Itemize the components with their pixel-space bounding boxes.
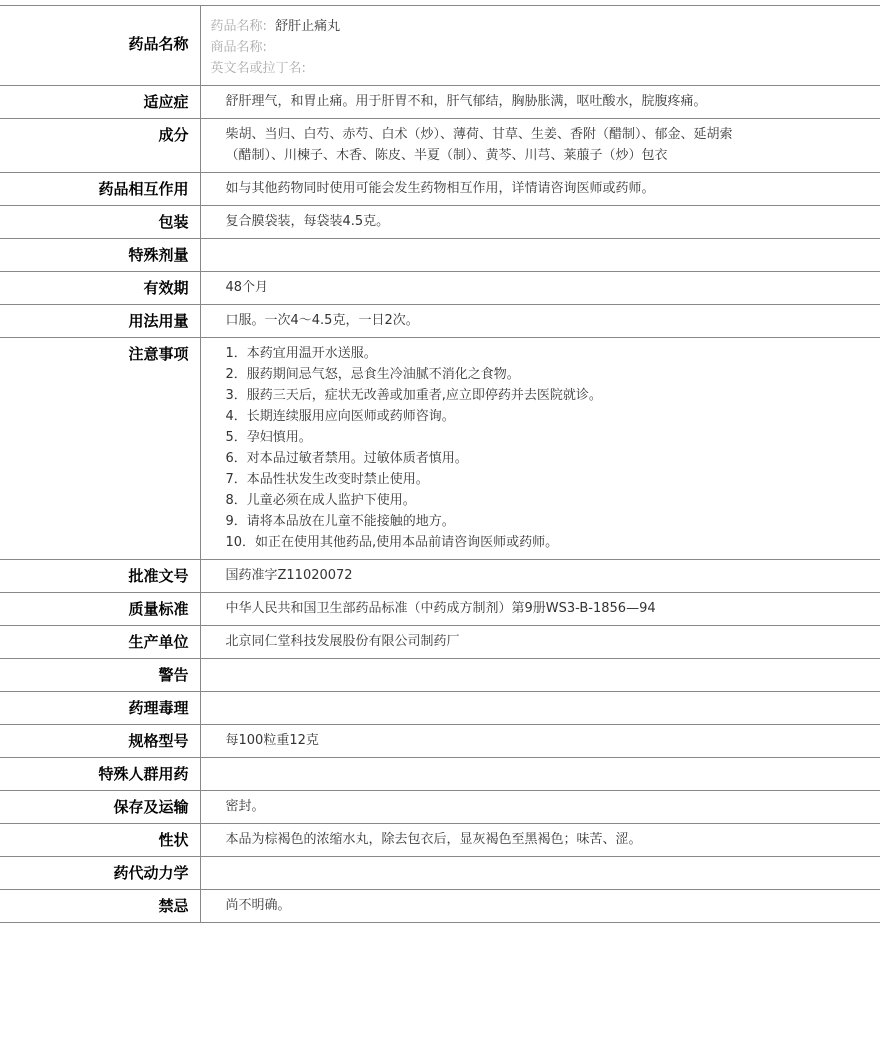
row-label-cell: [0, 725, 200, 758]
row-shelf-life: [0, 272, 880, 305]
row-label-cell: [0, 626, 200, 659]
row-label-cell: [0, 593, 200, 626]
approval-no-value: 国药准字Z11020072: [225, 568, 353, 583]
pharmacology-label: 药理毒理: [128, 699, 189, 717]
quality-standard-label: 质量标准: [128, 600, 189, 618]
trade-name-key: 商品名称:: [210, 40, 267, 55]
row-label-cell: [0, 119, 200, 173]
row-storage: [0, 791, 880, 824]
precaution-item: 10．如正在使用其他药品,使用本品前请咨询医师或药师。: [225, 535, 559, 550]
row-pharmacology: [0, 692, 880, 725]
appearance-value: 本品为棕褐色的浓缩水丸，除去包衣后，显灰褐色至黑褐色；味苦、涩。: [225, 832, 642, 847]
row-label-cell: [0, 206, 200, 239]
contraindications-label: 禁忌: [158, 897, 189, 915]
drug-name-values: [200, 6, 880, 86]
row-value-cell: [200, 659, 880, 692]
precaution-item: 1．本药宜用温开水送服。: [225, 346, 377, 361]
row-label-cell: [0, 239, 200, 272]
specification-value: 每100粒重12克: [225, 733, 319, 748]
appearance-label: 性状: [158, 831, 189, 849]
row-label-cell: [0, 560, 200, 593]
interactions-value: 如与其他药物同时使用可能会发生药物相互作用，详情请咨询医师或药师。: [225, 181, 655, 196]
precaution-item: 6．对本品过敏者禁用。过敏体质者慎用。: [225, 451, 468, 466]
packaging-label: 包装: [158, 213, 189, 231]
row-value-cell: [200, 272, 880, 305]
generic-name-value: 舒肝止痛丸: [275, 19, 341, 34]
usage-label: 用法用量: [128, 312, 189, 330]
shelf-life-value: 48个月: [225, 280, 269, 295]
row-value-cell: [200, 86, 880, 119]
row-value-cell: [200, 791, 880, 824]
special-dosage-label: 特殊剂量: [128, 246, 189, 264]
row-contraindications: [0, 890, 880, 923]
precaution-item: 7．本品性状发生改变时禁止使用。: [225, 472, 429, 487]
precaution-item: 4．长期连续服用应向医师或药师咨询。: [225, 409, 455, 424]
row-special-population: [0, 758, 880, 791]
precaution-item: 9．请将本品放在儿童不能接触的地方。: [225, 514, 455, 529]
storage-label: 保存及运输: [113, 798, 189, 816]
latin-name-key: 英文名或拉丁名:: [210, 61, 306, 76]
row-label-cell: [0, 824, 200, 857]
indication-value: 舒肝理气，和胃止痛。用于肝胃不和，肝气郁结，胸胁胀满，呕吐酸水，脘腹疼痛。: [225, 94, 707, 109]
row-special-dosage: [0, 239, 880, 272]
ingredients-line-1: 柴胡、当归、白芍、赤芍、白术（炒）、薄荷、甘草、生姜、香附（醋制）、郁金、延胡索: [225, 127, 733, 142]
row-quality-standard: [0, 593, 880, 626]
row-label-cell: [0, 890, 200, 923]
row-label-cell: [0, 86, 200, 119]
row-ingredients: [0, 119, 880, 173]
row-label-cell: [0, 857, 200, 890]
row-label-cell: [0, 692, 200, 725]
pharmacokinetics-label: 药代动力学: [113, 864, 189, 882]
row-value-cell: [200, 206, 880, 239]
drug-spec-sheet: [0, 5, 880, 923]
precautions-label: 注意事项: [128, 345, 189, 363]
manufacturer-label: 生产单位: [128, 633, 189, 651]
warning-label: 警告: [158, 666, 189, 684]
ingredients-label: 成分: [158, 126, 189, 144]
shelf-life-label: 有效期: [143, 279, 189, 297]
approval-no-label: 批准文号: [128, 567, 189, 585]
row-value-cell: [200, 857, 880, 890]
row-value-cell: [200, 173, 880, 206]
row-value-cell: [200, 824, 880, 857]
row-value-cell: [200, 239, 880, 272]
row-label-cell: [0, 173, 200, 206]
row-packaging: [0, 206, 880, 239]
drug-name-label: 药品名称: [128, 35, 189, 53]
row-label-cell: [0, 338, 200, 560]
latin-name-line: [211, 58, 873, 79]
row-label-cell: [0, 272, 200, 305]
precaution-item: 5．孕妇慎用。: [225, 430, 312, 445]
row-specification: [0, 725, 880, 758]
row-label-cell: [0, 791, 200, 824]
specification-label: 规格型号: [128, 732, 189, 750]
row-manufacturer: [0, 626, 880, 659]
row-value-cell: [200, 119, 880, 173]
row-warning: [0, 659, 880, 692]
row-value-cell: [200, 593, 880, 626]
row-precautions: [0, 338, 880, 560]
generic-name-key: 药品名称:: [210, 19, 267, 34]
row-value-cell: [200, 890, 880, 923]
manufacturer-value: 北京同仁堂科技发展股份有限公司制药厂: [225, 634, 460, 649]
special-population-label: 特殊人群用药: [98, 765, 189, 783]
ingredients-line-2: （醋制）、川楝子、木香、陈皮、半夏（制）、黄芩、川芎、莱菔子（炒）包衣: [225, 148, 668, 163]
row-label-cell: [0, 305, 200, 338]
contraindications-value: 尚不明确。: [225, 898, 291, 913]
row-value-cell: [200, 560, 880, 593]
row-drug-name: [0, 6, 880, 86]
row-label-cell: [0, 6, 200, 86]
precaution-item: 8．儿童必须在成人监护下使用。: [225, 493, 416, 508]
row-value-cell: [200, 758, 880, 791]
row-value-cell: [200, 626, 880, 659]
row-label-cell: [0, 659, 200, 692]
row-value-cell: [200, 692, 880, 725]
storage-value: 密封。: [225, 799, 265, 814]
row-approval-no: [0, 560, 880, 593]
row-appearance: [0, 824, 880, 857]
generic-name-line: [211, 16, 873, 37]
row-value-cell: [200, 305, 880, 338]
drug-spec-table: [0, 5, 880, 923]
row-usage: [0, 305, 880, 338]
trade-name-line: [211, 37, 873, 58]
interactions-label: 药品相互作用: [98, 180, 189, 198]
precaution-item: 2．服药期间忌气怒，忌食生冷油腻不消化之食物。: [225, 367, 520, 382]
row-interactions: [0, 173, 880, 206]
indication-label: 适应症: [143, 93, 189, 111]
row-pharmacokinetics: [0, 857, 880, 890]
row-label-cell: [0, 758, 200, 791]
precaution-item: 3．服药三天后，症状无改善或加重者,应立即停药并去医院就诊。: [225, 388, 602, 403]
row-value-cell: [200, 725, 880, 758]
packaging-value: 复合膜袋装，每袋装4.5克。: [225, 214, 390, 229]
row-indication: [0, 86, 880, 119]
quality-standard-value: 中华人民共和国卫生部药品标准（中药成方制剂）第9册WS3-B-1856—94: [225, 601, 656, 616]
precautions-list: [200, 338, 880, 560]
usage-value: 口服。一次4～4.5克，一日2次。: [225, 313, 419, 328]
